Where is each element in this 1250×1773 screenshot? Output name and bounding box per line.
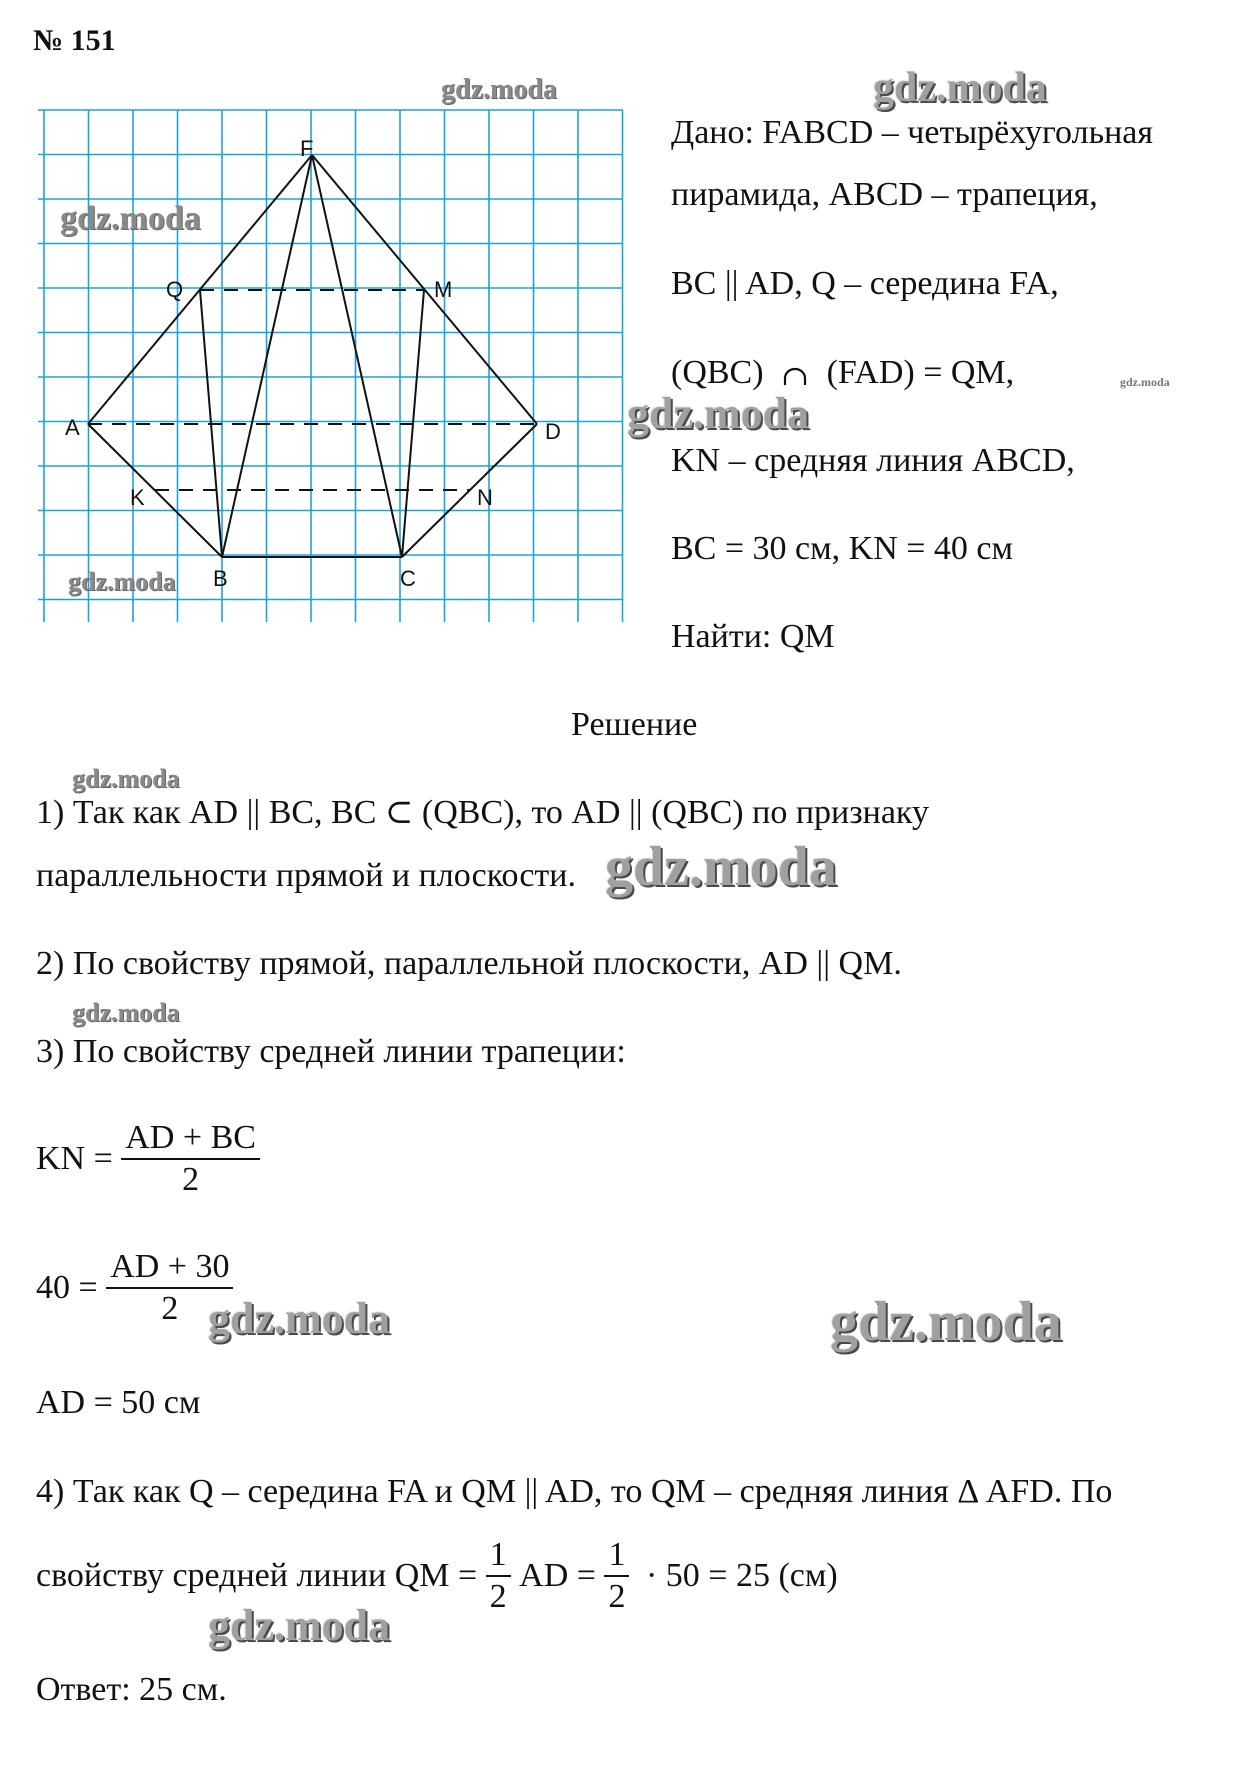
- given-line-4: [671, 353, 1014, 393]
- watermark-logo: gdz.moda: [441, 74, 557, 105]
- step-4-line-1: 4) Так как Q – середина FA и QM || AD, то QM – средняя линия Δ AFD. По: [36, 1473, 1113, 1510]
- given-line-2: пирамида, ABCD – трапеция,: [671, 176, 1098, 213]
- s4-prefix: свойству средней линии QM =: [36, 1557, 478, 1594]
- given-line-1: Дано: FABCD – четырёхугольная: [671, 114, 1154, 151]
- eq2-denominator: 2: [161, 1290, 179, 1327]
- equation-2: [36, 1247, 233, 1329]
- watermark-logo: gdz.moda: [830, 1291, 1062, 1353]
- solution-heading: Решение: [571, 706, 698, 743]
- label-C: C: [400, 566, 416, 591]
- s4-middle: AD =: [519, 1557, 596, 1594]
- given-plane-qbc: (QBC): [671, 354, 764, 391]
- label-Q: Q: [166, 277, 184, 302]
- s4-f2-denominator: 2: [608, 1578, 626, 1615]
- label-A: A: [65, 415, 80, 440]
- given-plane-fad: (FAD) = QM,: [826, 354, 1015, 391]
- s4-suffix: · 50 = 25 (см): [645, 1557, 838, 1594]
- equation-1: [36, 1118, 260, 1200]
- given-line-7: Найти: QM: [671, 618, 835, 655]
- watermark-logo: gdz.moda: [605, 836, 837, 898]
- label-K: K: [130, 485, 145, 510]
- label-F: F: [300, 136, 314, 161]
- given-line-3: BC || AD, Q – середина FA,: [671, 265, 1059, 302]
- s4-fraction-1: [486, 1535, 511, 1617]
- watermark-logo: gdz.moda: [208, 1294, 391, 1343]
- grid: [38, 110, 623, 622]
- edge-FC: [312, 155, 402, 557]
- label-D: D: [545, 419, 561, 444]
- watermark-logo: gdz.moda: [627, 389, 810, 438]
- s4-f1-denominator: 2: [489, 1578, 507, 1615]
- watermark-logo: gdz.moda: [68, 567, 176, 596]
- eq1-lhs: KN =: [36, 1140, 113, 1177]
- eq2-lhs: 40 =: [36, 1269, 98, 1306]
- step-1-line-2: параллельности прямой и плоскости.: [36, 857, 576, 894]
- eq2-numerator: AD + 30: [106, 1247, 233, 1289]
- watermark-logo: gdz.moda: [1120, 375, 1170, 389]
- eq1-numerator: AD + BC: [121, 1118, 260, 1160]
- equation-3: AD = 50 см: [36, 1384, 201, 1421]
- step-2: 2) По свойству прямой, параллельной плоскости, AD || QM.: [36, 945, 902, 982]
- label-N: N: [477, 485, 493, 510]
- given-line-5: KN – средняя линия ABCD,: [671, 442, 1075, 479]
- eq1-denominator: 2: [182, 1161, 200, 1198]
- label-M: M: [434, 277, 453, 302]
- watermark-logo: gdz.moda: [208, 1601, 391, 1650]
- intersection-icon: [782, 357, 808, 379]
- eq1-fraction: [121, 1118, 260, 1200]
- s4-f1-numerator: 1: [486, 1535, 511, 1577]
- step-3: 3) По свойству средней линии трапеции:: [36, 1033, 626, 1070]
- watermark-logo: gdz.moda: [72, 764, 180, 793]
- given-line-6: BC = 30 см, KN = 40 см: [671, 530, 1014, 567]
- label-B: B: [213, 566, 228, 591]
- step-1-line-1: 1) Так как AD || BC, BC ⊂ (QBC), то AD || (QBC) по признаку: [36, 794, 929, 831]
- problem-number: № 151: [33, 24, 116, 57]
- watermark-logo: gdz.moda: [873, 65, 1047, 111]
- step-4-line-2: [36, 1535, 838, 1617]
- s4-fraction-2: [604, 1535, 629, 1617]
- s4-f2-numerator: 1: [604, 1535, 629, 1577]
- watermark-logo: gdz.moda: [60, 200, 201, 237]
- answer: Ответ: 25 см.: [36, 1671, 227, 1708]
- watermark-logo: gdz.moda: [72, 998, 180, 1027]
